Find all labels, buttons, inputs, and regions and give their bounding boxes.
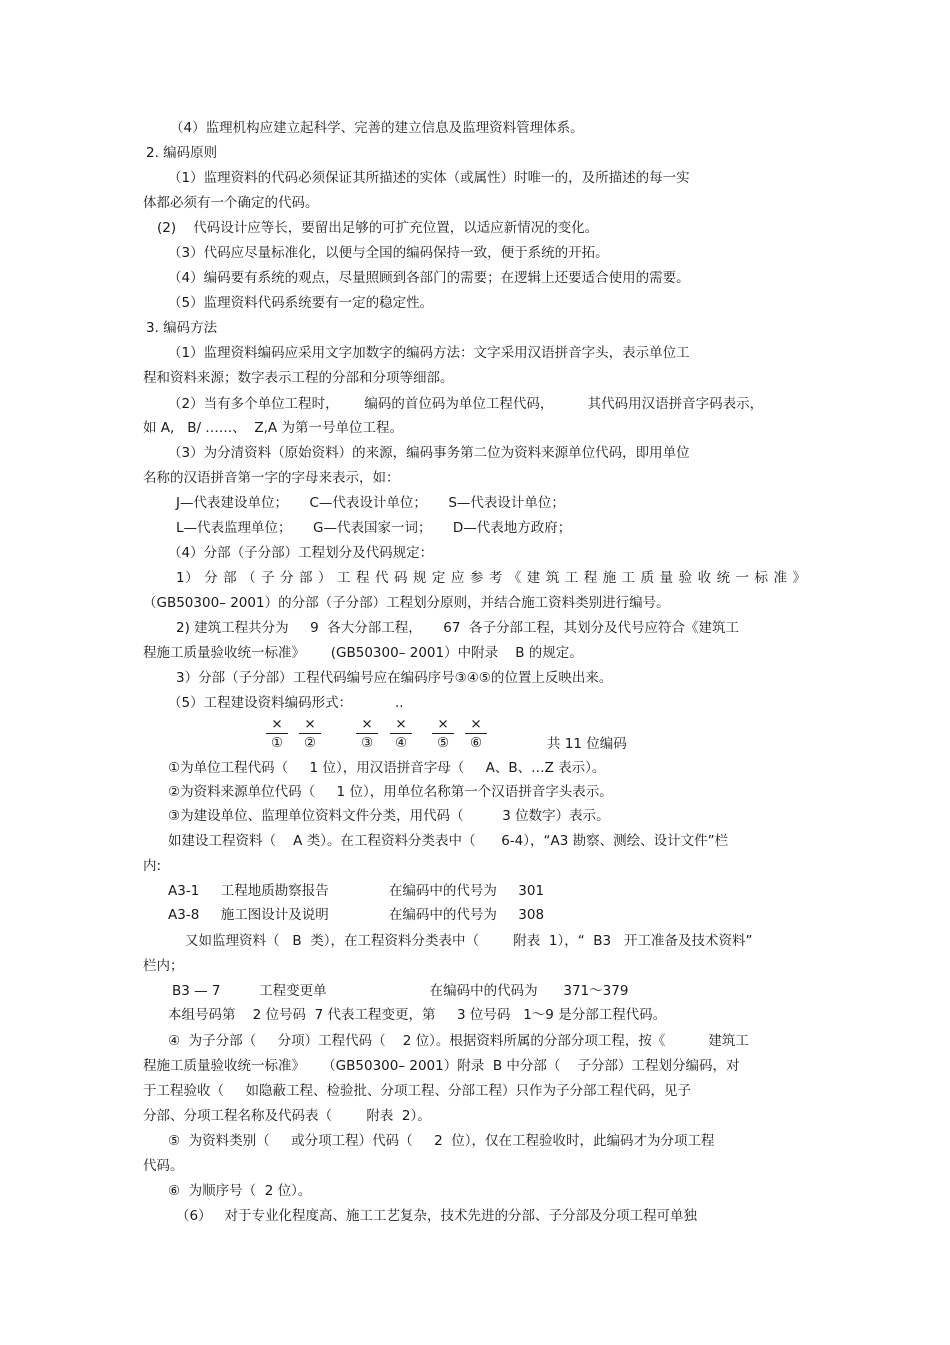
text-line: 代码。: [143, 1158, 184, 1174]
example-code-line: B3 — 7 工程变更单 在编码中的代码为 371～379: [172, 983, 629, 999]
text-line: 如建设工程资料（ A 类）。在工程资料分类表中（ 6-4），“A3 勘察、测绘、设计文件”栏: [168, 833, 729, 849]
text-line: 内:: [143, 858, 162, 874]
code-position-1: [266, 716, 288, 751]
text-line: 程和资料来源；数字表示工程的分部和分项等细部。: [143, 370, 454, 386]
section-heading: 3. 编码方法: [146, 320, 218, 336]
code-position-number: ③: [360, 735, 374, 751]
text-line: （3）为分清资料（原始资料）的来源，编码事务第二位为资料来源单位代码，即用单位: [168, 445, 690, 461]
text-line: 如 A, B/ ……、 Z,A 为第一号单位工程。: [143, 420, 403, 436]
text-line: 2) 建筑工程共分为 9 各大分部工程， 67 各子分部工程，其划分及代号应符合《建筑工: [176, 620, 739, 636]
text-line: 名称的汉语拼音第一字的字母来表示，如：: [143, 470, 400, 486]
code-x-mark: ×: [299, 716, 321, 734]
text-line: 3）分部（子分部）工程代码编号应在编码序号③④⑤的位置上反映出来。: [176, 670, 613, 686]
code-x-mark: ×: [390, 716, 412, 734]
code-x-mark: ×: [465, 716, 487, 734]
example-code-line: A3-8 施工图设计及说明 在编码中的代号为 308: [168, 907, 545, 923]
text-line: 栏内；: [143, 958, 184, 974]
text-line: （1）监理资料编码应采用文字加数字的编码方法：文字采用汉语拼音字头，表示单位工: [168, 345, 690, 361]
code-position-number: ①: [270, 735, 284, 751]
code-position-number: ②: [303, 735, 317, 751]
text-line: ①为单位工程代码（ 1 位），用汉语拼音字母（ A、B、…Z 表示）。: [168, 760, 606, 776]
section-heading: 2. 编码原则: [146, 145, 218, 161]
code-position-2: [299, 716, 321, 751]
code-x-mark: ×: [432, 716, 454, 734]
text-line: （1）监理资料的代码必须保证其所描述的实体（或属性）时唯一的，及所描述的每一实: [168, 170, 690, 186]
text-line: 本组号码第 2 位号码 7 代表工程变更，第 3 位号码 1～9 是分部工程代码。: [168, 1007, 667, 1023]
text-line: (2) 代码设计应等长，要留出足够的可扩充位置，以适应新情况的变化。: [157, 220, 599, 236]
code-position-number: ⑥: [469, 735, 483, 751]
code-position-number: ⑤: [436, 735, 450, 751]
text-line: ⑤ 为资料类别（ 或分项工程）代码（ 2 位），仅在工程验收时，此编码才为分项工程: [168, 1133, 715, 1149]
example-code-line: A3-1 工程地质勘察报告 在编码中的代号为 301: [168, 883, 545, 899]
code-length-label: 共 11 位编码: [547, 736, 627, 752]
text-line: （5）工程建设资料编码形式： ..: [168, 695, 404, 711]
code-position-3: [356, 716, 378, 751]
text-line: （4）分部（子分部）工程划分及代码规定：: [168, 545, 434, 561]
text-line: （6） 对于专业化程度高、施工工艺复杂，技术先进的分部、子分部及分项工程可单独: [176, 1208, 697, 1224]
text-line: ④ 为子分部（ 分项）工程代码（ 2 位）。根据资料所属的分部分项工程，按《 建筑工: [168, 1033, 749, 1049]
text-line: ②为资料来源单位代码（ 1 位），用单位名称第一个汉语拼音字头表示。: [168, 784, 613, 800]
text-line: （GB50300– 2001）的分部（子分部）工程划分原则，并结合施工资料类别进行编号。: [143, 595, 670, 611]
text-line: 程施工质量验收统一标准》 （GB50300– 2001）附录 B 中分部（ 子分部）工程划分编码，对: [143, 1058, 740, 1074]
text-line: （4）编码要有系统的观点，尽量照顾到各部门的需要；在逻辑上还要适合使用的需要。: [168, 270, 690, 286]
code-definition-line: J—代表建设单位； C—代表设计单位； S—代表设计单位；: [176, 495, 565, 511]
text-line: ⑥ 为顺序号（ 2 位）。: [168, 1183, 312, 1199]
text-line: 于工程验收（ 如隐蔽工程、检验批、分项工程、分部工程）只作为子分部工程代码，见子: [143, 1083, 691, 1099]
code-position-5: [432, 716, 454, 751]
code-position-4: [390, 716, 412, 751]
code-x-mark: ×: [266, 716, 288, 734]
text-line: 1） 分 部 （ 子 分 部 ） 工 程 代 码 规 定 应 参 考 《 建 筑 工 程 施 工 质 量 验 收 统 一 标 准 》: [176, 570, 806, 586]
text-line: （2）当有多个单位工程时， 编码的首位码为单位工程代码， 其代码用汉语拼音字码表示，: [168, 396, 764, 412]
text-line: （3）代码应尽量标准化，以便与全国的编码保持一致，便于系统的开拓。: [168, 245, 609, 261]
text-line: ③为建设单位、监理单位资料文件分类，用代码（ 3 位数字）表示。: [168, 808, 610, 824]
code-x-mark: ×: [356, 716, 378, 734]
text-line: （4）监理机构应建立起科学、完善的建立信息及监理资料管理体系。: [170, 120, 584, 136]
text-line: 分部、分项工程名称及代码表（ 附表 2）。: [143, 1108, 431, 1124]
text-line: 体都必须有一个确定的代码。: [143, 195, 319, 211]
text-line: 程施工质量验收统一标准》 (GB50300– 2001）中附录 B 的规定。: [143, 645, 583, 661]
text-line: （5）监理资料代码系统要有一定的稳定性。: [168, 295, 434, 311]
code-definition-line: L—代表监理单位； G—代表国家一词； D—代表地方政府；: [176, 520, 572, 536]
code-position-6: [465, 716, 487, 751]
text-line: 又如监理资料（ B 类），在工程资料分类表中（ 附表 1），“ B3 开工准备及技术资料”: [185, 933, 753, 949]
code-position-number: ④: [394, 735, 408, 751]
